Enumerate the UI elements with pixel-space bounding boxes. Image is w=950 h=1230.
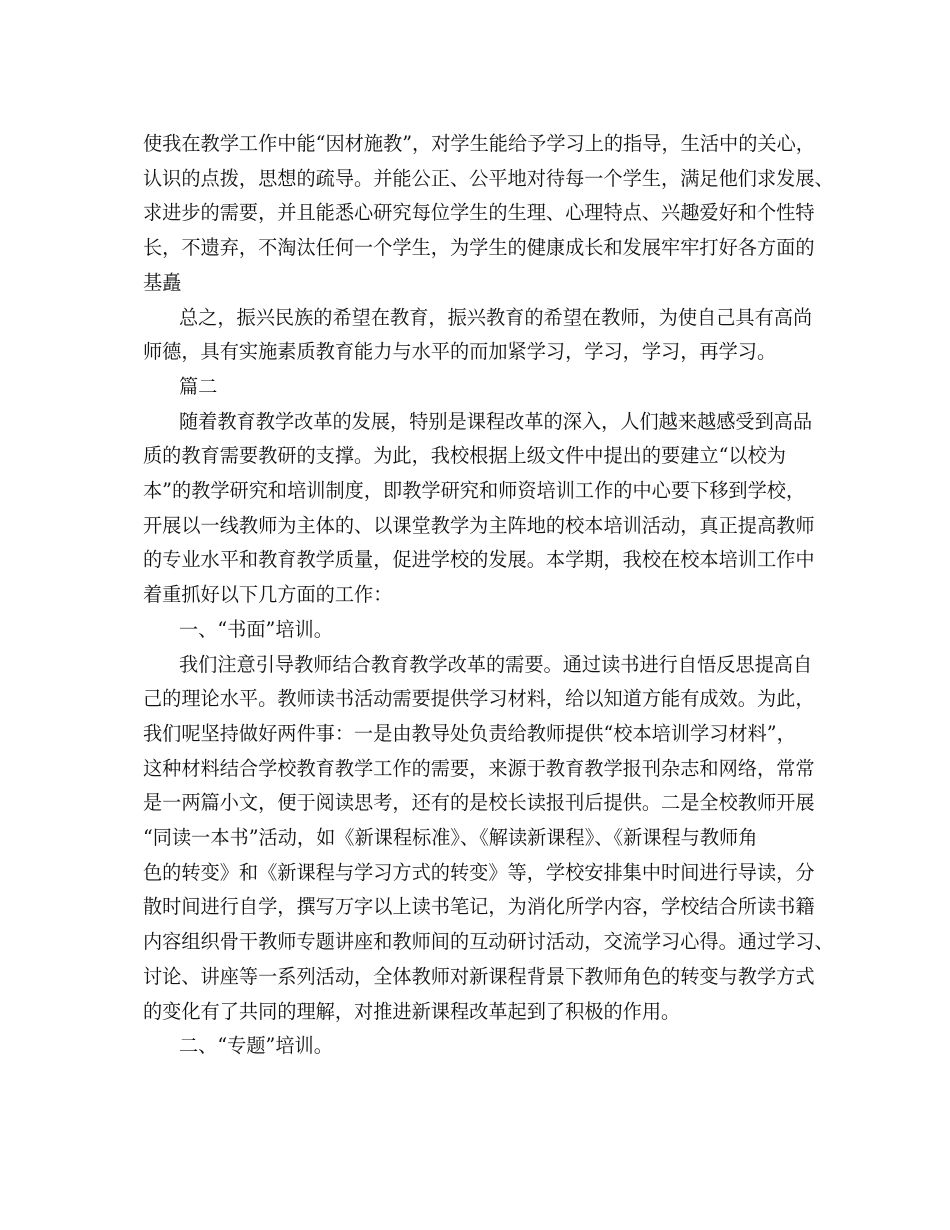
text-line: 一、“书面”培训。	[179, 617, 333, 641]
text-line: 这种材料结合学校教育教学工作的需要，来源于教育教学报刊杂志和网络，常常	[143, 756, 815, 780]
text-line: 师德，具有实施素质教育能力与水平的而加紧学习，学习，学习，再学习。	[143, 340, 777, 364]
text-line: 我们注意引导教师结合教育教学改革的需要。通过读书进行自悟反思提高自	[179, 652, 813, 676]
text-line: 求进步的需要，并且能悉心研究每位学生的生理、心理特点、兴趣爱好和个性特	[143, 201, 815, 225]
subsection-heading	[143, 1029, 807, 1064]
text-line: 着重抓好以下几方面的工作：	[143, 583, 393, 607]
text-line: 质的教育需要教研的支撑。为此，我校根据上级文件中提出的要建立“以校为	[143, 444, 786, 468]
text-line: 本”的教学研究和培训制度，即教学研究和师资培训工作的中心要下移到学校，	[143, 479, 806, 503]
text-line: 色的转变》和《新课程与学习方式的转变》等，学校安排集中时间进行导读，分	[143, 860, 815, 884]
text-line: “同读一本书”活动，如《新课程标准》、《解读新课程》、《新课程与教师角	[143, 826, 758, 850]
text-line: 二、“专题”培训。	[179, 1034, 333, 1058]
text-line: 的变化有了共同的理解，对推进新课程改革起到了积极的作用。	[143, 999, 681, 1023]
text-line: 认识的点拨，思想的疏导。并能公正、公平地对待每一个学生，满足他们求发展、	[143, 166, 834, 190]
paragraph-intro	[143, 405, 815, 613]
subsection-heading	[143, 613, 807, 648]
paragraph-body	[143, 648, 834, 1030]
section-heading	[143, 370, 807, 405]
text-line: 总之，振兴民族的希望在教育，振兴教育的希望在教师，为使自己具有高尚	[179, 305, 813, 329]
text-line: 讨论、讲座等一系列活动，全体教师对新课程背景下教师角色的转变与教学方式	[143, 964, 815, 988]
document-body	[143, 127, 834, 1064]
text-line: 使我在教学工作中能“因材施教”，对学生能给予学习上的指导，生活中的关心，	[143, 132, 815, 155]
text-line: 开展以一线教师为主体的、以课堂教学为主阵地的校本培训活动，真正提高教师	[143, 513, 815, 537]
text-line: 己的理论水平。教师读书活动需要提供学习材料，给以知道方能有成效。为此，	[143, 687, 815, 711]
text-line: 是一两篇小文，便于阅读思考，还有的是校长读报刊后提供。二是全校教师开展	[143, 791, 815, 815]
paragraph-continuation	[143, 127, 834, 301]
text-line: 基矗	[143, 270, 182, 294]
text-line: 的专业水平和教育教学质量，促进学校的发展。本学期，我校在校本培训工作中	[143, 548, 815, 572]
text-line: 篇二	[179, 374, 218, 398]
text-line: 随着教育教学改革的发展，特别是课程改革的深入，人们越来越感受到高品	[179, 409, 813, 433]
text-line: 长，不遗弃，不淘汰任何一个学生，为学生的健康成长和发展牢牢打好各方面的	[143, 236, 815, 260]
paragraph-conclusion	[143, 301, 813, 370]
text-line: 我们呢坚持做好两件事：一是由教导处负责给教师提供“校本培训学习材料”，	[143, 721, 796, 745]
text-line: 内容组织骨干教师专题讲座和教师间的互动研讨活动，交流学习心得。通过学习、	[143, 930, 834, 954]
text-line: 散时间进行自学，撰写万字以上读书笔记，为消化所学内容，学校结合所读书籍	[143, 895, 815, 919]
